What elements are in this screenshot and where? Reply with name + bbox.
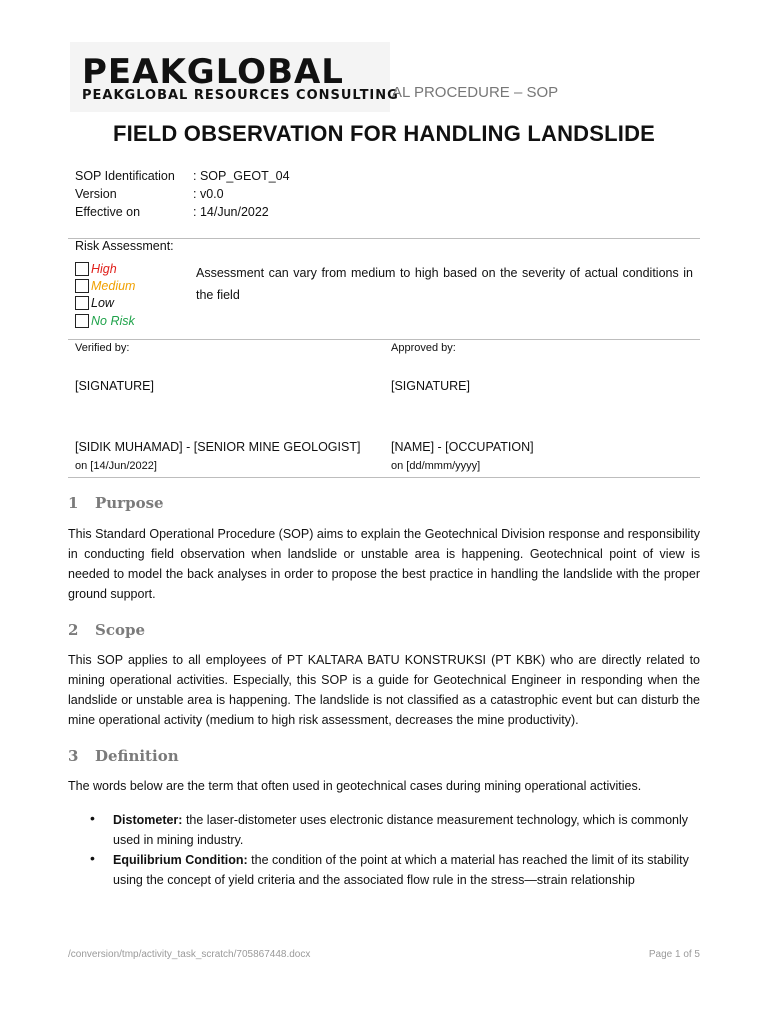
definition-item: [113, 850, 700, 890]
section-title: Definition: [95, 747, 179, 765]
footer-file-path: /conversion/tmp/activity_task_scratch/705867448.docx: [68, 949, 311, 960]
section-number: 3: [68, 747, 79, 765]
risk-assessment-label: Risk Assessment:: [75, 239, 174, 253]
approved-date: on [dd/mmm/yyyy]: [391, 460, 481, 472]
scope-text: This SOP applies to all employees of PT KALTARA BATU KONSTRUKSI (PT KBK) who are directly related to mining operational activities. Especially, this SOP is a guide for Geotechnical Engineer in responding when the landslide or unstable area is happening. The landslide is not classified as a catastrophic event but can disturb the mine operational activity (medium to high risk assessment, decreases the mine productivity).: [68, 653, 700, 727]
definition-text: the condition of the point at which a material has reached the limit of its stability using the concept of yield criteria and the associated flow rule in the stress—strain relationship: [113, 853, 689, 887]
sop-id-label: SOP Identification: [75, 169, 175, 183]
approved-by-label: Approved by:: [391, 342, 456, 354]
checkbox[interactable]: [75, 296, 89, 310]
bullet-icon: •: [90, 850, 95, 866]
checkbox[interactable]: [75, 314, 89, 328]
risk-option-no-risk[interactable]: [75, 314, 135, 328]
verified-by-label: Verified by:: [75, 342, 130, 354]
footer-page-number: Page 1 of 5: [648, 949, 700, 960]
risk-option-low[interactable]: [75, 296, 114, 310]
checkbox[interactable]: [75, 262, 89, 276]
effective-label: Effective on: [75, 205, 141, 219]
approved-name: [NAME] - [OCCUPATION]: [391, 440, 534, 454]
version-value: : v0.0: [193, 187, 224, 201]
document-type: AL PROCEDURE – SOP: [392, 84, 559, 101]
section-number: 1: [68, 494, 79, 512]
section-heading-scope: [68, 621, 145, 639]
purpose-text: This Standard Operational Procedure (SOP) aims to explain the Geotechnical Division response and responsibility in conducting field observation when landslide or unstable area is happening. Geotechnical point of view is needed to model the back analyses in order to propose the best practice in handling the landslide with the proper ground support.: [68, 527, 700, 601]
definition-term: Equilibrium Condition:: [113, 853, 248, 867]
section-heading-purpose: [68, 494, 164, 512]
definition-text: the laser-distometer uses electronic distance measurement technology, which is commonly used in mining industry.: [113, 813, 689, 847]
risk-level-label: Low: [91, 296, 114, 310]
risk-level-label: No Risk: [91, 314, 135, 328]
risk-option-high[interactable]: [75, 262, 117, 276]
divider: [68, 477, 700, 478]
definition-term: Distometer:: [113, 813, 183, 827]
sop-id-value: : SOP_GEOT_04: [193, 169, 290, 183]
verified-signature: [SIGNATURE]: [75, 379, 154, 393]
divider: [68, 339, 700, 340]
version-label: Version: [75, 187, 117, 201]
verified-name: [SIDIK MUHAMAD] - [SENIOR MINE GEOLOGIST]: [75, 440, 361, 454]
checkbox[interactable]: [75, 279, 89, 293]
risk-level-label: Medium: [91, 279, 136, 293]
risk-option-medium[interactable]: [75, 279, 135, 293]
section-heading-definition: [68, 747, 179, 765]
company-logo-subtitle: PEAKGLOBAL RESOURCES CONSULTING: [82, 88, 399, 103]
company-logo: PEAKGLOBAL: [82, 52, 344, 92]
section-title: Scope: [95, 621, 146, 639]
definition-item: [113, 810, 700, 850]
section-title: Purpose: [95, 494, 164, 512]
definition-intro: The words below are the term that often used in geotechnical cases during mining operational activities.: [68, 779, 642, 793]
approved-signature: [SIGNATURE]: [391, 379, 470, 393]
effective-value: : 14/Jun/2022: [193, 205, 269, 219]
risk-description: Assessment can vary from medium to high based on the severity of actual conditions in the field: [196, 266, 693, 302]
risk-level-label: High: [91, 262, 117, 276]
bullet-icon: •: [90, 810, 95, 826]
verified-date: on [14/Jun/2022]: [75, 460, 157, 472]
page-title: FIELD OBSERVATION FOR HANDLING LANDSLIDE: [112, 121, 656, 146]
section-number: 2: [68, 621, 79, 639]
